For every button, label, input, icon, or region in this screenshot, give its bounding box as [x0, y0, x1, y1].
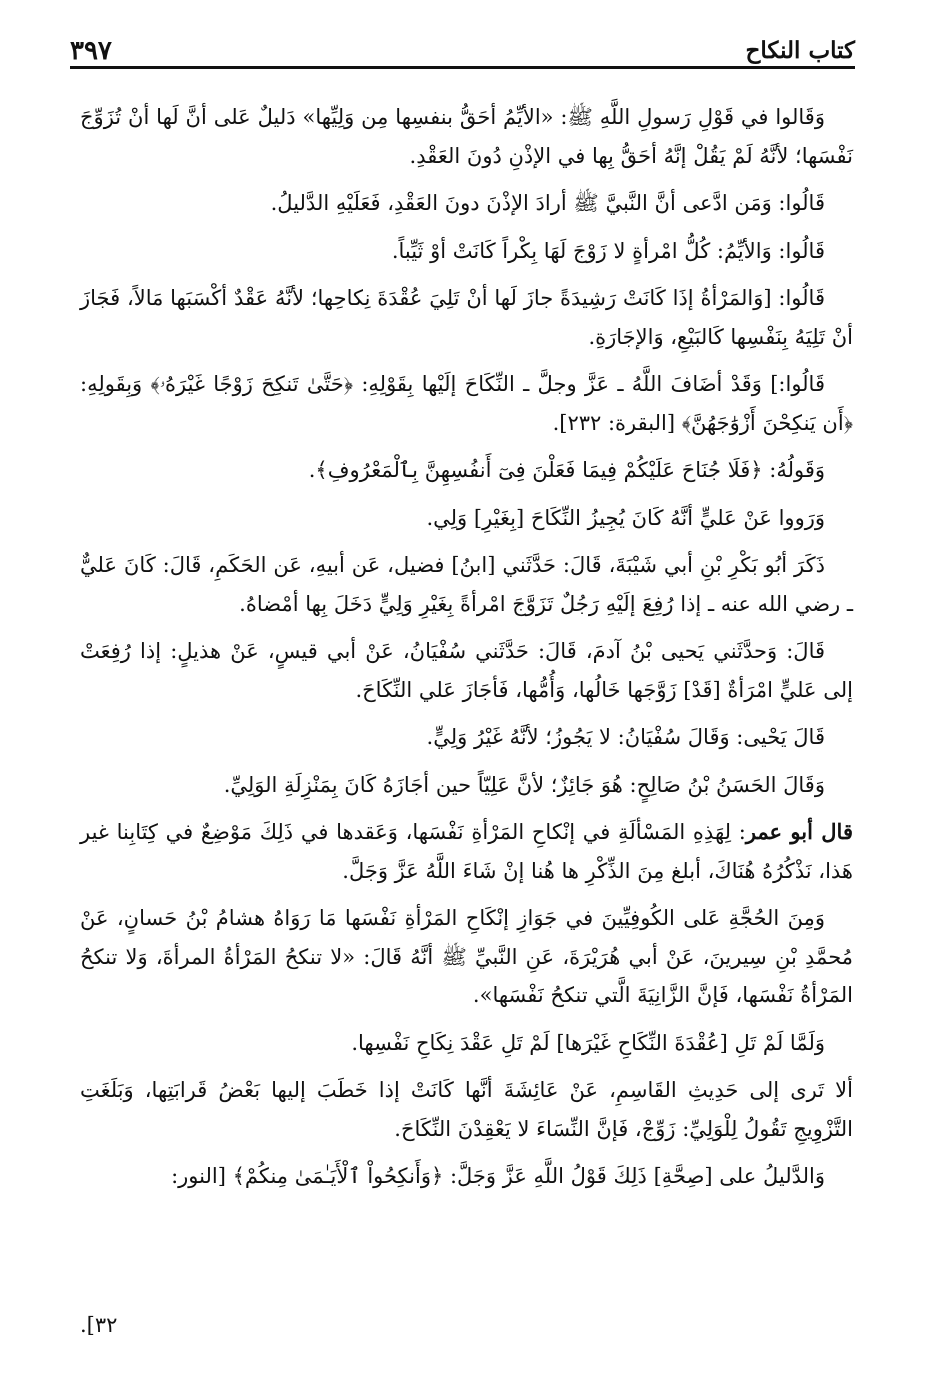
paragraph-text: قَالُوا: وَالأيِّمُ: كُلُّ امْرأةٍ لا زَوْجَ لَهَا بِكْراً كَانَتْ أوْ ثَيِّباً.: [391, 238, 825, 263]
paragraph-text: وَلَمَّا لَمْ تَلِ [عُقْدَةَ النِّكَاحِ غَيْرَها] لَمْ تَلِ عَقْدَ نِكَاحِ نَفْسِها.: [351, 1030, 825, 1055]
paragraph: [80, 899, 853, 1015]
page-number: ٣٩٧: [70, 36, 112, 66]
paragraph: [80, 1157, 853, 1196]
paragraph-text: وَقَولُهُ: ﴿فَلَا جُنَاحَ عَلَيْكُمْ فِيمَا فَعَلْنَ فِىٓ أَنفُسِهِنَّ بِٱلْمَعْرُوفِ﴾.: [308, 458, 825, 482]
paragraph: [80, 1071, 853, 1148]
paragraph: [80, 632, 853, 709]
paragraph-text: وَقَالوا في قَوْلِ رَسولِ اللَّهِ ﷺ: «الأيِّمُ أحَقُّ بنفسِها مِن وَلِيِّها» دَليلٌ عَلى أنَّ لَها أنْ تُزَوِّجَ نَفْسَها؛ لأنَّهُ لَمْ يَقُلْ إنَّهُ أحَقُّ بِها في الإذْنِ دُونَ العَقْدِ.: [80, 105, 853, 168]
main-text: [80, 98, 853, 1205]
paragraph-text: قَالُوا: وَمَن ادَّعى أنَّ النَّبيَّ ﷺ أرادَ الإذْنَ دونَ العَقْدِ، فَعَلَيْهِ الدَّليلُ.: [270, 191, 825, 215]
paragraph: [80, 766, 853, 805]
book-title: كتاب النكاح: [745, 37, 855, 64]
paragraph-text: وَرَووا عَنْ عَليٍّ أنَّهُ كَانَ يُجِيزُ النِّكَاحَ [بِغَيْرِ] وَلِي.: [426, 505, 825, 530]
paragraph: [80, 718, 853, 757]
paragraph: [80, 813, 853, 890]
speaker-label: قال أبو عمر: [745, 819, 853, 844]
paragraph: [80, 1024, 853, 1063]
paragraph: [80, 279, 853, 356]
paragraph-text: قَالَ: وَحدَّثَني يَحيى بْنُ آدمَ، قَالَ: حَدَّثَني سُفْيَانُ، عَنْ أبي قيسٍ، عَنْ هذيلٍ: إذا رُفِعَتْ إلى عَليٍّ امْرَأةٌ [قَدْ] زَوَّجَها خَالُها، وَأُمُّها، فَأجَازَ عَلي النِّكَاحَ.: [80, 639, 853, 702]
paragraph-text: قَالُوا:] وَقَدْ أضَافَ اللَّهُ ـ عَزَّ وجلَّ ـ النِّكَاحَ إلَيْها بِقَوْلِهِ: ﴿حَتَّىٰ تَنكِحَ زَوْجًا غَيْرَهُۥ﴾ وَبِقَولِهِ: ﴿أَن يَنكِحْنَ أَزْوَٰجَهُنَّ﴾ [البقرة: ٢٣٢].: [80, 372, 853, 435]
paragraph: [80, 98, 853, 175]
paragraph: [80, 365, 853, 442]
paragraph-text: وَقَالَ الحَسَنُ بْنُ صَالِحٍ: هُوَ جَائِزٌ؛ لأنَّ عَلِيّاً حين أجَازَهُ كَانَ بِمَنْزِلَةِ الوَلِيِّ.: [223, 772, 825, 797]
paragraph: [80, 499, 853, 538]
paragraph-text: ألا تَرى إلى حَدِيثِ القَاسِمِ، عَنْ عَائِشَةَ أنَّها كَانَتْ إذا خَطَبَ إليها بَعْضُ قَرابَتِها، وَبَلَغَتِ التَّزْوِيجِ تَقُولُ لِلْوَلِيِّ: زَوِّجْ، فَإنَّ النِّسَاءَ لا يَعْقِدْنَ النِّكَاحَ.: [80, 1078, 853, 1141]
paragraph-text: قَالَ يَحْيى: وَقَالَ سُفْيَانُ: لا يَجُوزُ؛ لأنَّهُ غَيْرُ وَلِيٍّ.: [426, 725, 825, 749]
paragraph-text: قَالُوا: [وَالمَرْأةُ إذَا كَانَتْ رَشِيدَةً جازَ لَها أنْ تَلِيَ عُقْدَةَ نِكاحِها؛ لأنَّهُ عَقْدٌ أكْسَبَها مَالاً، فَجَازَ أنْ تَلِيَهُ بِنَفْسِها كَالبَيْعِ، وَالإجَارَةِ.: [80, 286, 853, 349]
running-header: [70, 26, 855, 66]
paragraph-text: ذَكَرَ أبُو بَكْرِ بْنِ أبي شَيْبَةَ، قَالَ: حَدَّثَني [ابنُ] فضيل، عَن أبيهِ، عَن الحَكَمِ، قَالَ: كَانَ عَليٌّ ـ رضي الله عنه ـ إذا رُفِعَ إلَيْهِ رَجُلٌ تَزَوَّجَ امْرأةً بِغَيْرِ وَلِيٍّ دَخَلَ بِها أمْضاهُ.: [80, 553, 853, 616]
paragraph: [80, 451, 853, 490]
paragraph-text: وَمِنَ الحُجَّةِ عَلى الكُوفِيِّينَ في جَوَازِ إنْكَاحِ المَرْأةِ نَفْسَها مَا رَوَاهُ هشامُ بْنُ حَسانٍ، عَنْ مُحمَّدِ بْنِ سِيرينَ، عَنْ أبي هُرَيْرَةَ، عَنِ النَّبيِّ ﷺ أنَّهُ قَالَ: «لا تنكحُ المَرْأةُ المرأةَ، وَلا تنكحُ المَرْأةُ نَفْسَها، فَإنَّ الزَّانِيَةَ الَّتي تنكحُ نَفْسَها».: [80, 906, 853, 1007]
paragraph: [80, 184, 853, 223]
paragraph: [80, 546, 853, 623]
paragraph: [80, 232, 853, 271]
citation-continuation: ٣٢].: [80, 1313, 118, 1337]
paragraph-text: وَالدَّليلُ على [صِحَّةِ] ذَلِكَ قَوْلُ اللَّهِ عَزَّ وَجَلَّ: ﴿وَأَنكِحُواْ ٱلْأَيَـٰمَىٰ مِنكُمْ﴾ [النور:: [171, 1164, 825, 1188]
header-rule: [70, 66, 855, 69]
paragraph-text: : لِهَذِهِ المَسْألَةِ في إنْكاحِ المَرْأةِ نَفْسَها، وَعَقدها في ذَلِكَ مَوْضِعٌ في كِتَابِنا غير هَذا، نَذْكُرُهُ هُنَاكَ، أبلغ مِنَ الذِّكْرِ ها هُنا إنْ شَاءَ اللَّهُ عَزَّ وَجَلَّ.: [80, 820, 853, 883]
